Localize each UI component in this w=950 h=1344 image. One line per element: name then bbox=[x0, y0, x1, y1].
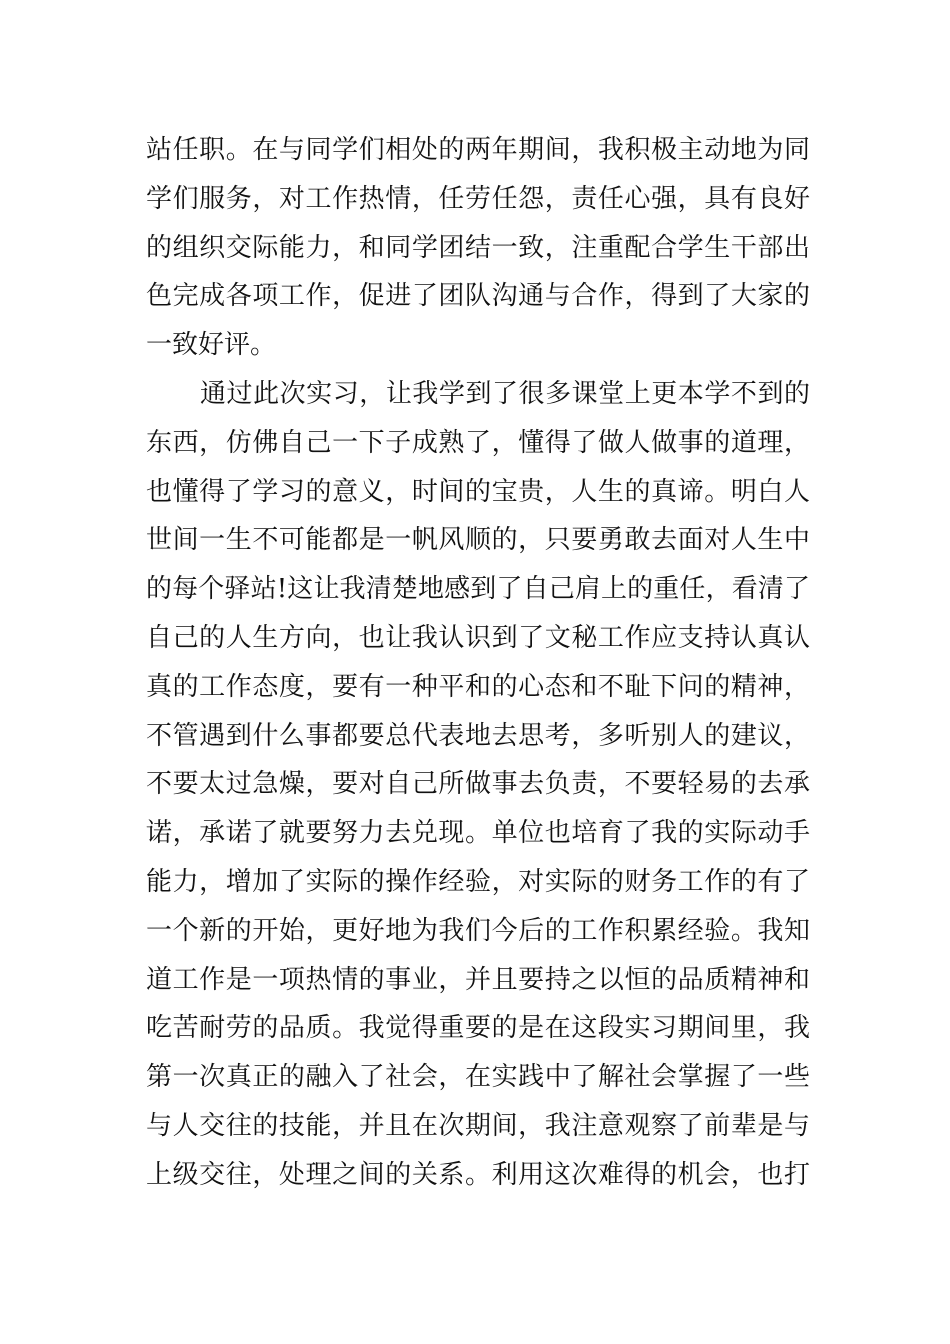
text-line: 东西，仿佛自己一下子成熟了，懂得了做人做事的道理， bbox=[146, 427, 810, 458]
text-line: 世间一生不可能都是一帆风顺的，只要勇敢去面对人生中 bbox=[146, 525, 810, 556]
text-line: 的每个驿站!这让我清楚地感到了自己肩上的重任，看清了 bbox=[146, 574, 810, 605]
paragraph-1 bbox=[146, 126, 810, 370]
text-line: 也懂得了学习的意义，时间的宝贵，人生的真谛。明白人 bbox=[146, 476, 810, 507]
text-line: 通过此次实习，让我学到了很多课堂上更本学不到的 bbox=[200, 378, 810, 409]
text-line: 不要太过急燥，要对自己所做事去负责，不要轻易的去承 bbox=[146, 769, 810, 800]
document-body bbox=[146, 126, 810, 1200]
text-line: 一个新的开始，更好地为我们今后的工作积累经验。我知 bbox=[146, 915, 810, 946]
text-line: 真的工作态度，要有一种平和的心态和不耻下问的精神， bbox=[146, 671, 810, 702]
text-line: 道工作是一项热情的事业，并且要持之以恒的品质精神和 bbox=[146, 964, 810, 995]
text-line: 与人交往的技能，并且在次期间，我注意观察了前辈是与 bbox=[146, 1110, 810, 1141]
text-line: 能力，增加了实际的操作经验，对实际的财务工作的有了 bbox=[146, 866, 810, 897]
text-line: 一致好评。 bbox=[146, 330, 277, 361]
text-line: 色完成各项工作，促进了团队沟通与合作，得到了大家的 bbox=[146, 281, 810, 312]
paragraph-2 bbox=[146, 370, 810, 1200]
text-line: 第一次真正的融入了社会，在实践中了解社会掌握了一些 bbox=[146, 1062, 810, 1093]
text-line: 吃苦耐劳的品质。我觉得重要的是在这段实习期间里，我 bbox=[146, 1013, 810, 1044]
text-line: 学们服务，对工作热情，任劳任怨，责任心强，具有良好 bbox=[146, 183, 810, 214]
text-line: 站任职。在与同学们相处的两年期间，我积极主动地为同 bbox=[146, 135, 810, 165]
text-line: 上级交往，处理之间的关系。利用这次难得的机会，也打 bbox=[146, 1159, 810, 1190]
text-line: 诺，承诺了就要努力去兑现。单位也培育了我的实际动手 bbox=[146, 818, 810, 849]
text-line: 的组织交际能力，和同学团结一致，注重配合学生干部出 bbox=[146, 232, 810, 263]
text-line: 不管遇到什么事都要总代表地去思考，多听别人的建议， bbox=[146, 720, 810, 751]
text-line: 自己的人生方向，也让我认识到了文秘工作应支持认真认 bbox=[146, 622, 810, 653]
